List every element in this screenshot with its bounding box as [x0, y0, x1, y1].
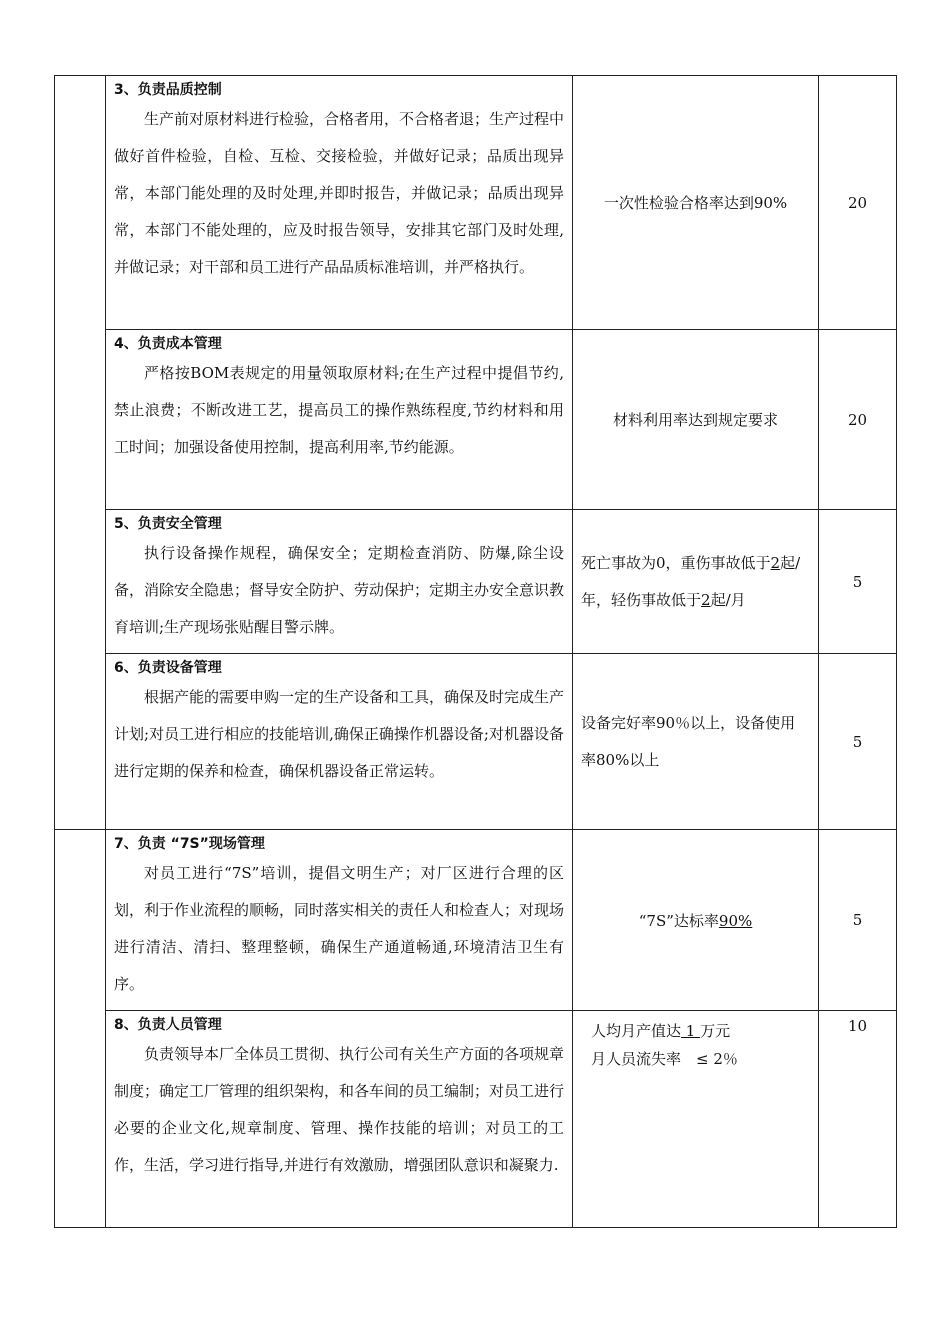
standard-cell: 一次性检验合格率达到90% [573, 76, 819, 330]
duty-body: 对员工进行“7S”培训，提倡文明生产；对厂区进行合理的区划，利于作业流程的顺畅，同时落实相关的责任人和检查人；对现场进行清洁、清扫、整理整顿，确保生产通道畅通,环境清洁卫生有序。 [114, 864, 565, 993]
duty-cell [106, 510, 573, 654]
duty-title: 6、负责设备管理 [114, 660, 222, 676]
table-row [55, 76, 897, 330]
output-target: 1 [681, 1022, 701, 1040]
duty-cell [106, 654, 573, 830]
standard-cell [573, 830, 819, 1011]
duty-title: 5、负责安全管理 [114, 516, 222, 532]
kpi-table [54, 75, 897, 1228]
duty-body: 执行设备操作规程，确保安全；定期检查消防、防爆,除尘设备，消除安全隐患；督导安全防护、劳动保护；定期主办安全意识教育培训;生产现场张贴醒目警示牌。 [114, 544, 565, 636]
standard-cell: 材料利用率达到规定要求 [573, 330, 819, 510]
standard-text: 万元 [700, 1022, 731, 1040]
standard-cell: 设备完好率90％以上，设备使用率80%以上 [573, 654, 819, 830]
duty-cell [106, 1011, 573, 1228]
duty-cell [106, 76, 573, 330]
standard-text: “7S”达标率 [638, 911, 719, 930]
score-cell: 5 [819, 830, 897, 1011]
duty-title: 4、负责成本管理 [114, 336, 222, 352]
category-cell [55, 830, 106, 1228]
score-cell: 20 [819, 330, 897, 510]
score-cell: 5 [819, 510, 897, 654]
duty-body: 严格按BOM表规定的用量领取原材料;在生产过程中提倡节约,禁止浪费；不断改进工艺，提高员工的操作熟练程度,节约材料和用工时间；加强设备使用控制，提高利用率,节约能源。 [114, 364, 564, 456]
standard-cell [573, 510, 819, 654]
duty-title: 3、负责品质控制 [114, 82, 222, 98]
standard-line [591, 1017, 800, 1045]
table-row [55, 830, 897, 1011]
score-cell: 10 [819, 1011, 897, 1228]
standard-text: 起/年，轻伤事故低于 [581, 553, 801, 609]
serious-limit: 2 [770, 553, 781, 572]
duty-body: 根据产能的需要申购一定的生产设备和工具，确保及时完成生产计划;对员工进行相应的技能培训,确保正确操作机器设备;对机器设备进行定期的保养和检查，确保机器设备正常运转。 [114, 688, 565, 780]
duty-title: 7、负责 “7S”现场管理 [114, 836, 265, 852]
minor-limit: 2 [701, 590, 711, 609]
standard-cell [573, 1011, 819, 1228]
standard-text: 人均月产值达 [591, 1022, 682, 1040]
duty-title: 8、负责人员管理 [114, 1017, 222, 1033]
duty-body: 生产前对原材料进行检验，合格者用，不合格者退；生产过程中做好首件检验，自检、互检、交接检验，并做好记录；品质出现异常，本部门能处理的及时处理,并即时报告，并做记录；品质出现异常，本部门不能处理的，应及时报告领导，安排其它部门及时处理,并做记录；对干部和员工进行产品品质标准培训，并严格执行。 [114, 110, 565, 276]
table-row [55, 510, 897, 654]
standard-text: 起/月 [710, 590, 746, 609]
standard-line: 月人员流失率 ≤ 2％ [591, 1050, 738, 1068]
duty-body: 负责领导本厂全体员工贯彻、执行公司有关生产方面的各项规章制度；确定工厂管理的组织架构，和各车间的员工编制；对员工进行必要的企业文化,规章制度、管理、操作技能的培训；对员工的工作，生活，学习进行指导,并进行有效激励，增强团队意识和凝聚力. [114, 1045, 565, 1174]
target-rate: 90% [718, 911, 753, 930]
score-cell: 5 [819, 654, 897, 830]
standard-text: 死亡事故为0，重伤事故低于 [581, 553, 771, 572]
duty-cell [106, 830, 573, 1011]
duty-cell [106, 330, 573, 510]
table-row [55, 330, 897, 510]
table-row [55, 1011, 897, 1228]
table-row [55, 654, 897, 830]
category-cell [55, 76, 106, 830]
score-cell: 20 [819, 76, 897, 330]
